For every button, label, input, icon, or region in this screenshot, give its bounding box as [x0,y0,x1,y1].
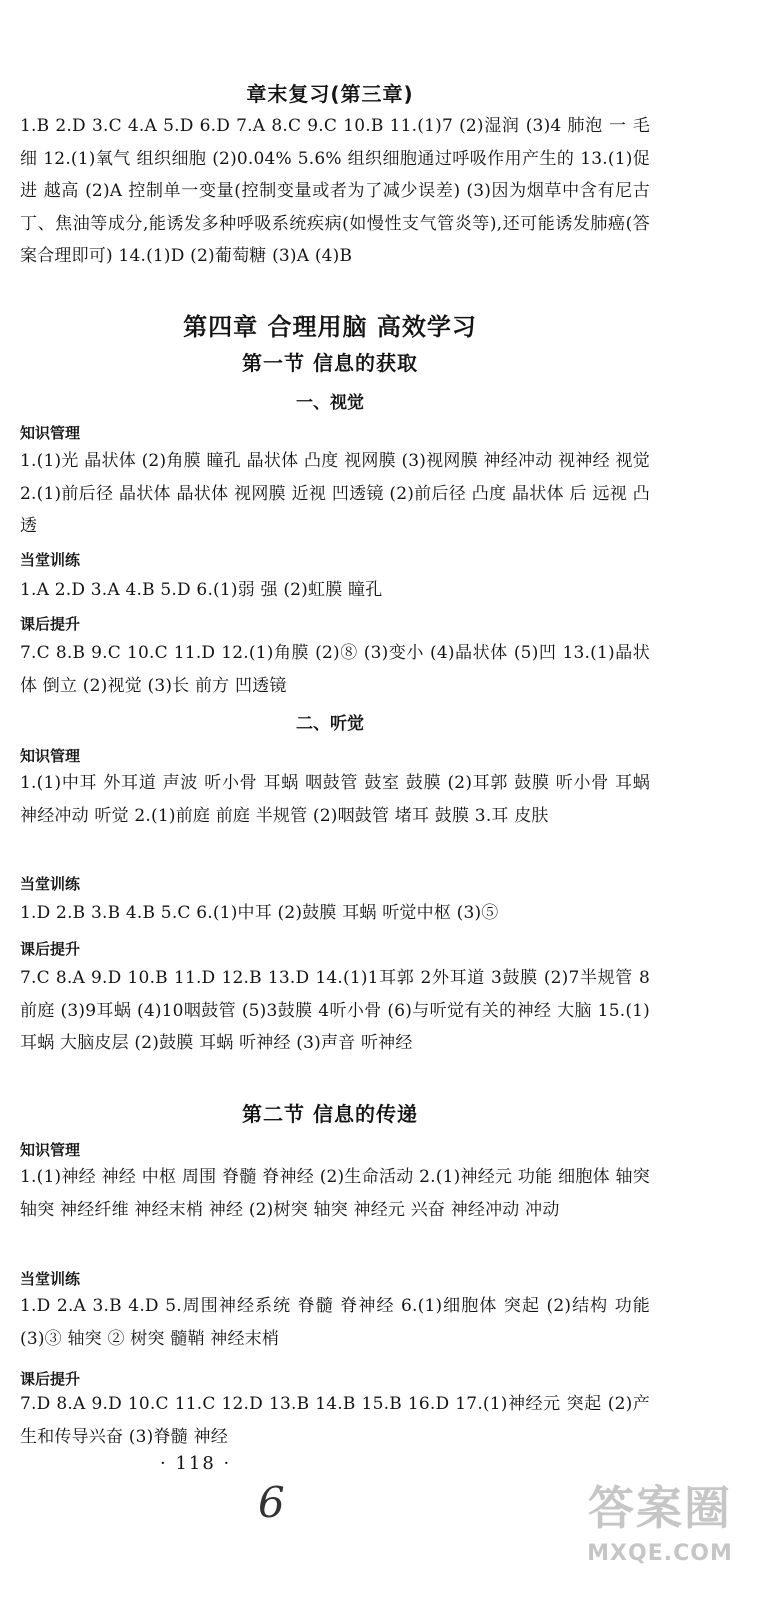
review-answers: 1.B 2.D 3.C 4.A 5.D 6.D 7.A 8.C 9.C 10.B 11.(1)7 (2)湿润 (3)4 肺泡 一 毛细 12.(1)氧气 组织细胞 (2)0.04% 5.6% 组织细胞通过呼吸作用产生的 13.(1)促进 越高 (2)A 控制单一变量(控制变量或者为了减少误差) (3)因为烟草中含有尼古丁、焦油等成分,能诱发多种呼吸系统疾病(如慢性支气管炎等),还可能诱发肺癌(答案合理即可) 14.(1)D (2)葡萄糖 (3)A (4)B [20,116,650,266]
section1-title: 第一节 信息的获取 [242,351,418,375]
handwritten-mark: 6 [258,1478,285,1527]
s2-dangtang-answers: 1.D 2.A 3.B 4.D 5.周围神经系统 脊髓 脊神经 6.(1)细胞体 突起 (2)结构 功能 (3)③ 轴突 ② 树突 髓鞘 神经末梢 [20,1296,650,1349]
page-number: · 118 · [160,1453,232,1474]
hearing-zhishi-label: 知识管理 [20,747,81,765]
s2-zhishi-answers: 1.(1)神经 神经 中枢 周围 脊髓 脊神经 (2)生命活动 2.(1)神经元 功能 细胞体 轴突 轴突 神经纤维 神经末梢 神经 (2)树突 轴突 神经元 兴奋 神经冲动 冲动 [20,1167,650,1220]
watermark-url: MXQE.COM [587,1541,733,1566]
hearing-title: 二、听觉 [296,714,364,734]
vision-zhishi-label: 知识管理 [20,424,81,442]
vision-kehou-label: 课后提升 [20,615,81,633]
review-title: 章末复习(第三章) [246,82,414,106]
vision-dangtang-label: 当堂训练 [20,551,81,569]
hearing-dangtang-answers: 1.D 2.B 3.B 4.B 5.C 6.(1)中耳 (2)鼓膜 耳蜗 听觉中枢 (3)⑤ [20,903,499,923]
vision-title: 一、视觉 [296,393,364,413]
vision-kehou-answers: 7.C 8.B 9.C 10.C 11.D 12.(1)角膜 (2)⑧ (3)变小 (4)晶状体 (5)凹 13.(1)晶状体 倒立 (2)视觉 (3)长 前方 凹透镜 [20,643,650,696]
s2-kehou-label: 课后提升 [20,1370,81,1388]
vision-dangtang-answers: 1.A 2.D 3.A 4.B 5.D 6.(1)弱 强 (2)虹膜 瞳孔 [20,580,383,600]
section2-title: 第二节 信息的传递 [242,1102,418,1126]
hearing-zhishi-answers: 1.(1)中耳 外耳道 声波 听小骨 耳蜗 咽鼓管 鼓室 鼓膜 (2)耳郭 鼓膜 听小骨 耳蜗 神经冲动 听觉 2.(1)前庭 前庭 半规管 (2)咽鼓管 堵耳 鼓膜 3.耳 皮肤 [20,773,650,826]
hearing-kehou-answers: 7.C 8.A 9.D 10.B 11.D 12.B 13.D 14.(1)1耳郭 2外耳道 3鼓膜 (2)7半规管 8前庭 (3)9耳蜗 (4)10咽鼓管 (5)3鼓膜 4听小骨 (6)与听觉有关的神经 大脑 15.(1)耳蜗 大脑皮层 (2)鼓膜 耳蜗 听神经 (3)声音 听神经 [20,968,650,1053]
hearing-kehou-label: 课后提升 [20,940,81,958]
s2-dangtang-label: 当堂训练 [20,1270,81,1288]
hearing-dangtang-label: 当堂训练 [20,875,81,893]
s2-zhishi-label: 知识管理 [20,1141,81,1159]
s2-kehou-answers: 7.D 8.A 9.D 10.C 11.C 12.D 13.B 14.B 15.B 16.D 17.(1)神经元 突起 (2)产生和传导兴奋 (3)脊髓 神经 [20,1394,650,1447]
watermark-logo: 答案圈 [588,1481,732,1535]
chapter-title: 第四章 合理用脑 高效学习 [183,313,477,341]
watermark [560,1476,760,1586]
vision-zhishi-answers: 1.(1)光 晶状体 (2)角膜 瞳孔 晶状体 凸度 视网膜 (3)视网膜 神经冲动 视神经 视觉 2.(1)前后径 晶状体 晶状体 视网膜 近视 凹透镜 (2)前后径 凸度 晶状体 后 远视 凸透 [20,451,650,536]
